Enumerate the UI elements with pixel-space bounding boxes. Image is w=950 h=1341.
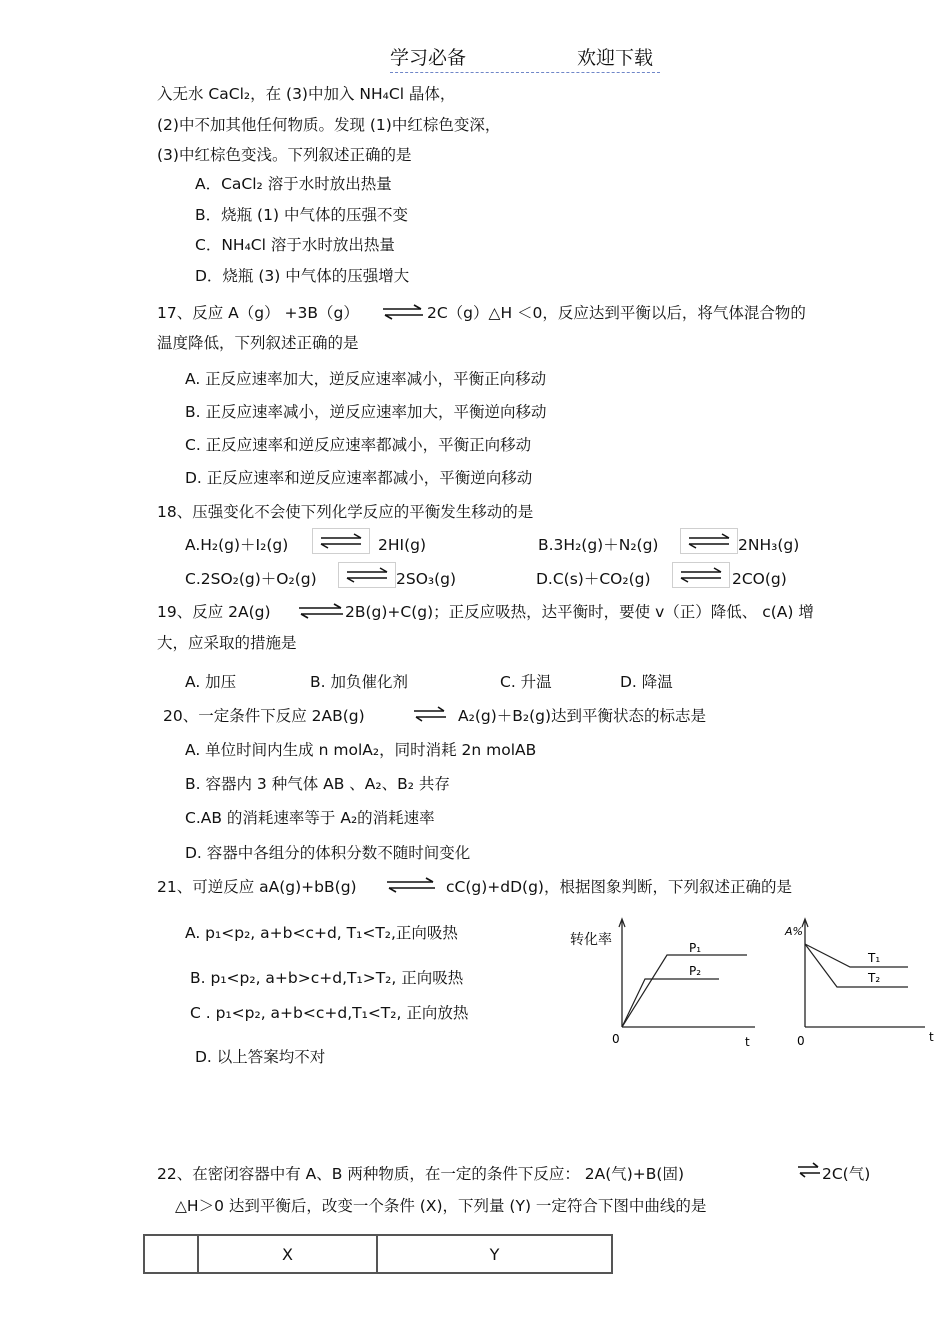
q16-line2: (2)中不加其他任何物质。发现 (1)中红棕色变深， (157, 116, 501, 134)
q19-option-b: B. 加负催化剂 (310, 673, 408, 691)
graph1-origin: 0 (612, 1032, 620, 1046)
graph1-xlabel: t (745, 1035, 750, 1049)
graph2-curve-t1 (805, 944, 908, 967)
q16-option-a: A．CaCl₂ 溶于水时放出热量 (195, 175, 392, 193)
q18-a-right: 2HI(g) (378, 536, 427, 554)
equilibrium-arrow-icon (385, 877, 437, 893)
table-header-x: X (198, 1235, 377, 1273)
graph2-xlabel: t (929, 1030, 934, 1044)
table-header-blank (144, 1235, 198, 1273)
equilibrium-arrow-icon (673, 563, 729, 587)
q21-option-c: C . p₁<p₂, a+b<c+d,T₁<T₂, 正向放热 (190, 1004, 469, 1022)
q17-stem-a: 17、反应 A（g） +3B（g） (157, 304, 359, 322)
q20-stem-b: A₂(g)＋B₂(g)达到平衡状态的标志是 (458, 707, 707, 725)
q18-a-arrow-box (312, 528, 370, 554)
graph2-origin: 0 (797, 1034, 805, 1048)
header-left: 学习必备 (390, 47, 467, 69)
equilibrium-arrow-icon (412, 706, 448, 722)
equilibrium-arrow-icon (313, 529, 369, 553)
graph2-ylabel: A% (785, 925, 803, 938)
header-underline (390, 72, 660, 73)
graph1-curve-p1 (622, 955, 747, 1027)
q17-stem2: 温度降低，下列叙述正确的是 (157, 334, 359, 352)
graph2-label-t2: T₂ (868, 971, 881, 985)
q21-option-d: D. 以上答案均不对 (195, 1048, 326, 1066)
q18-c-right: 2SO₃(g) (396, 570, 457, 588)
graph2-curve-t2 (805, 944, 908, 987)
q16-option-d: D．烧瓶 (3) 中气体的压强增大 (195, 267, 410, 285)
q22-stem-b: 2C(气) (822, 1165, 871, 1183)
q21-graph-a-percent (780, 915, 945, 1050)
q17-stem-b: 2C（g）△H ＜0，反应达到平衡以后，将气体混合物的 (427, 304, 806, 322)
graph2-label-t1: T₁ (868, 951, 881, 965)
q16-line1: 入无水 CaCl₂，在 (3)中加入 NH₄Cl 晶体， (157, 85, 456, 103)
equilibrium-arrow-icon (681, 529, 737, 553)
table-header-y: Y (377, 1235, 612, 1273)
q17-option-b: B. 正反应速率减小，逆反应速率加大，平衡逆向移动 (185, 403, 547, 421)
q19-stem-a: 19、反应 2A(g) (157, 603, 271, 621)
q16-option-c: C．NH₄Cl 溶于水时放出热量 (195, 236, 395, 254)
q19-stem2: 大，应采取的措施是 (157, 634, 297, 652)
equilibrium-arrow-icon (297, 603, 345, 619)
header-right: 欢迎下载 (577, 47, 654, 69)
graph1-label-p1: P₁ (689, 941, 702, 955)
q22-stem2: △H＞0 达到平衡后，改变一个条件 (X)，下列量 (Y) 一定符合下图中曲线的是 (175, 1197, 707, 1215)
q19-option-a: A. 加压 (185, 673, 237, 691)
q20-option-a: A. 单位时间内生成 n molA₂，同时消耗 2n molAB (185, 741, 537, 759)
table-row (144, 1235, 612, 1273)
q18-d-left: D.C(s)＋CO₂(g) (536, 570, 651, 588)
equilibrium-arrow-icon (796, 1162, 822, 1178)
q21-stem-b: cC(g)+dD(g)，根据图象判断，下列叙述正确的是 (446, 878, 792, 896)
q17-option-a: A. 正反应速率加大，逆反应速率减小，平衡正向移动 (185, 370, 547, 388)
q20-option-b: B. 容器内 3 种气体 AB 、A₂、B₂ 共存 (185, 775, 450, 793)
q21-option-b: B. p₁<p₂, a+b>c+d,T₁>T₂, 正向吸热 (190, 969, 464, 987)
graph1-label-p2: P₂ (689, 964, 702, 978)
q18-b-arrow-box (680, 528, 738, 554)
q21-stem-a: 21、可逆反应 aA(g)+bB(g) (157, 878, 357, 896)
q18-d-right: 2CO(g) (732, 570, 787, 588)
q16-option-b: B．烧瓶 (1) 中气体的压强不变 (195, 206, 408, 224)
q20-stem-a: 20、一定条件下反应 2AB(g) (163, 707, 365, 725)
q17-option-d: D. 正反应速率和逆反应速率都减小，平衡逆向移动 (185, 469, 533, 487)
q18-b-left: B.3H₂(g)＋N₂(g) (538, 536, 659, 554)
q18-d-arrow-box (672, 562, 730, 588)
q21-option-a: A. p₁<p₂, a+b<c+d, T₁<T₂,正向吸热 (185, 924, 458, 942)
equilibrium-arrow-icon (339, 563, 395, 587)
q17-option-c: C. 正反应速率和逆反应速率都减小，平衡正向移动 (185, 436, 532, 454)
q16-line3: (3)中红棕色变浅。下列叙述正确的是 (157, 146, 412, 164)
q19-stem-b: 2B(g)+C(g)；正反应吸热，达平衡时，要使 v（正）降低、 c(A) 增 (345, 603, 814, 621)
q19-option-d: D. 降温 (620, 673, 673, 691)
q20-option-c: C.AB 的消耗速率等于 A₂的消耗速率 (185, 809, 435, 827)
q18-b-right: 2NH₃(g) (738, 536, 800, 554)
q22-xy-table (143, 1234, 613, 1274)
q18-c-arrow-box (338, 562, 396, 588)
q19-option-c: C. 升温 (500, 673, 552, 691)
q18-stem: 18、压强变化不会使下列化学反应的平衡发生移动的是 (157, 503, 534, 521)
q18-c-left: C.2SO₂(g)＋O₂(g) (185, 570, 317, 588)
q22-stem-a: 22、在密闭容器中有 A、B 两种物质，在一定的条件下反应： 2A(气)+B(固) (157, 1165, 685, 1183)
q18-a-left: A.H₂(g)＋I₂(g) (185, 536, 289, 554)
q21-graph-conversion (565, 915, 765, 1050)
q20-option-d: D. 容器中各组分的体积分数不随时间变化 (185, 844, 471, 862)
graph1-ylabel: 转化率 (570, 932, 612, 948)
equilibrium-arrow-icon (381, 304, 425, 320)
